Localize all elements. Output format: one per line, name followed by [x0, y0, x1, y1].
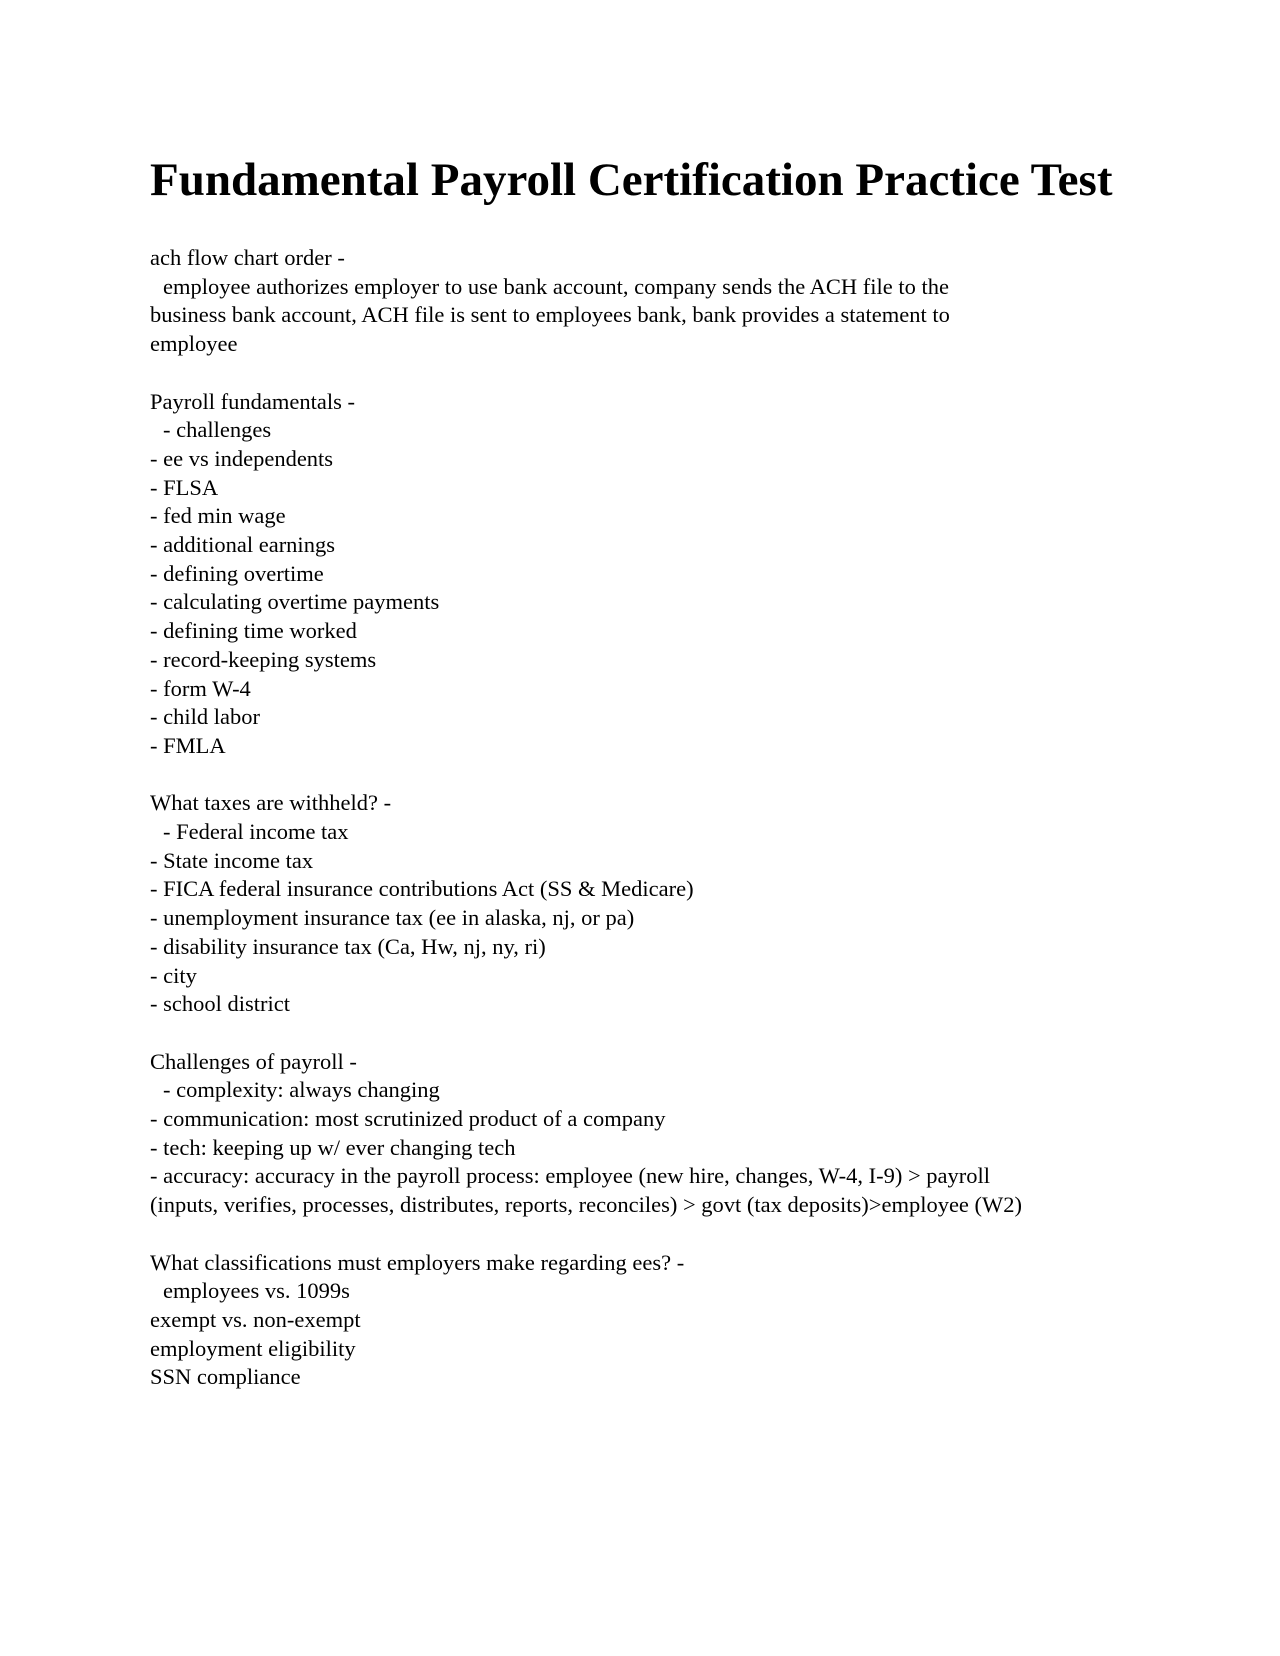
answer-line: - FICA federal insurance contributions Act (SS & Medicare)	[150, 876, 694, 902]
answer-line: SSN compliance	[150, 1364, 301, 1390]
qa-section	[150, 1048, 1150, 1220]
answer-line: - complexity: always changing	[163, 1077, 440, 1103]
answer-line: - school district	[150, 991, 290, 1017]
question-text: Challenges of payroll -	[150, 1048, 357, 1074]
answer-line: - ee vs independents	[150, 445, 334, 471]
qa-section	[150, 789, 1150, 1019]
answer-line: employee	[150, 331, 238, 357]
answer-line: - defining overtime	[150, 560, 324, 586]
qa-section	[150, 1249, 1150, 1393]
document-page	[150, 152, 1150, 1421]
answer-line: (inputs, verifies, processes, distributes, reports, reconciles) > govt (tax deposits)>employee (W2)	[150, 1192, 1023, 1218]
answer-line: - FMLA	[150, 732, 226, 758]
answer-line: - tech: keeping up w/ ever changing tech	[150, 1134, 516, 1160]
answer-line: - State income tax	[150, 847, 314, 873]
answer-line: - city	[150, 962, 197, 988]
question-text: What classifications must employers make regarding ees? -	[150, 1249, 685, 1275]
answer-line: employee authorizes employer to use bank account, company sends the ACH file to the	[163, 273, 950, 299]
question-text: Payroll fundamentals -	[150, 388, 355, 414]
answer-line: - unemployment insurance tax (ee in alaska, nj, or pa)	[150, 905, 635, 931]
qa-section	[150, 244, 1150, 359]
answer-line: - additional earnings	[150, 532, 335, 558]
qa-section	[150, 388, 1150, 761]
question-text: What taxes are withheld? -	[150, 790, 392, 816]
answer-line: - defining time worked	[150, 618, 357, 644]
answer-line: - disability insurance tax (Ca, Hw, nj, ny, ri)	[150, 933, 546, 959]
answer-line: - record-keeping systems	[150, 646, 377, 672]
answer-line: employment eligibility	[150, 1335, 356, 1361]
answer-line: - form W-4	[150, 675, 251, 701]
answer-line: employees vs. 1099s	[163, 1278, 350, 1304]
answer-line: - communication: most scrutinized product of a company	[150, 1106, 666, 1132]
question-text: ach flow chart order -	[150, 245, 345, 270]
document-title: Fundamental Payroll Certification Practice Test	[150, 154, 1113, 206]
answer-line: - child labor	[150, 704, 260, 730]
answer-line: - fed min wage	[150, 503, 286, 529]
answer-line: - challenges	[163, 417, 272, 443]
answer-line: - accuracy: accuracy in the payroll process: employee (new hire, changes, W-4, I-9) > payroll	[150, 1163, 991, 1189]
answer-line: exempt vs. non-exempt	[150, 1306, 361, 1332]
answer-line: - calculating overtime payments	[150, 589, 440, 615]
answer-line: business bank account, ACH file is sent to employees bank, bank provides a statement to	[150, 302, 950, 328]
answer-line: - Federal income tax	[163, 819, 349, 845]
answer-line: - FLSA	[150, 474, 219, 500]
